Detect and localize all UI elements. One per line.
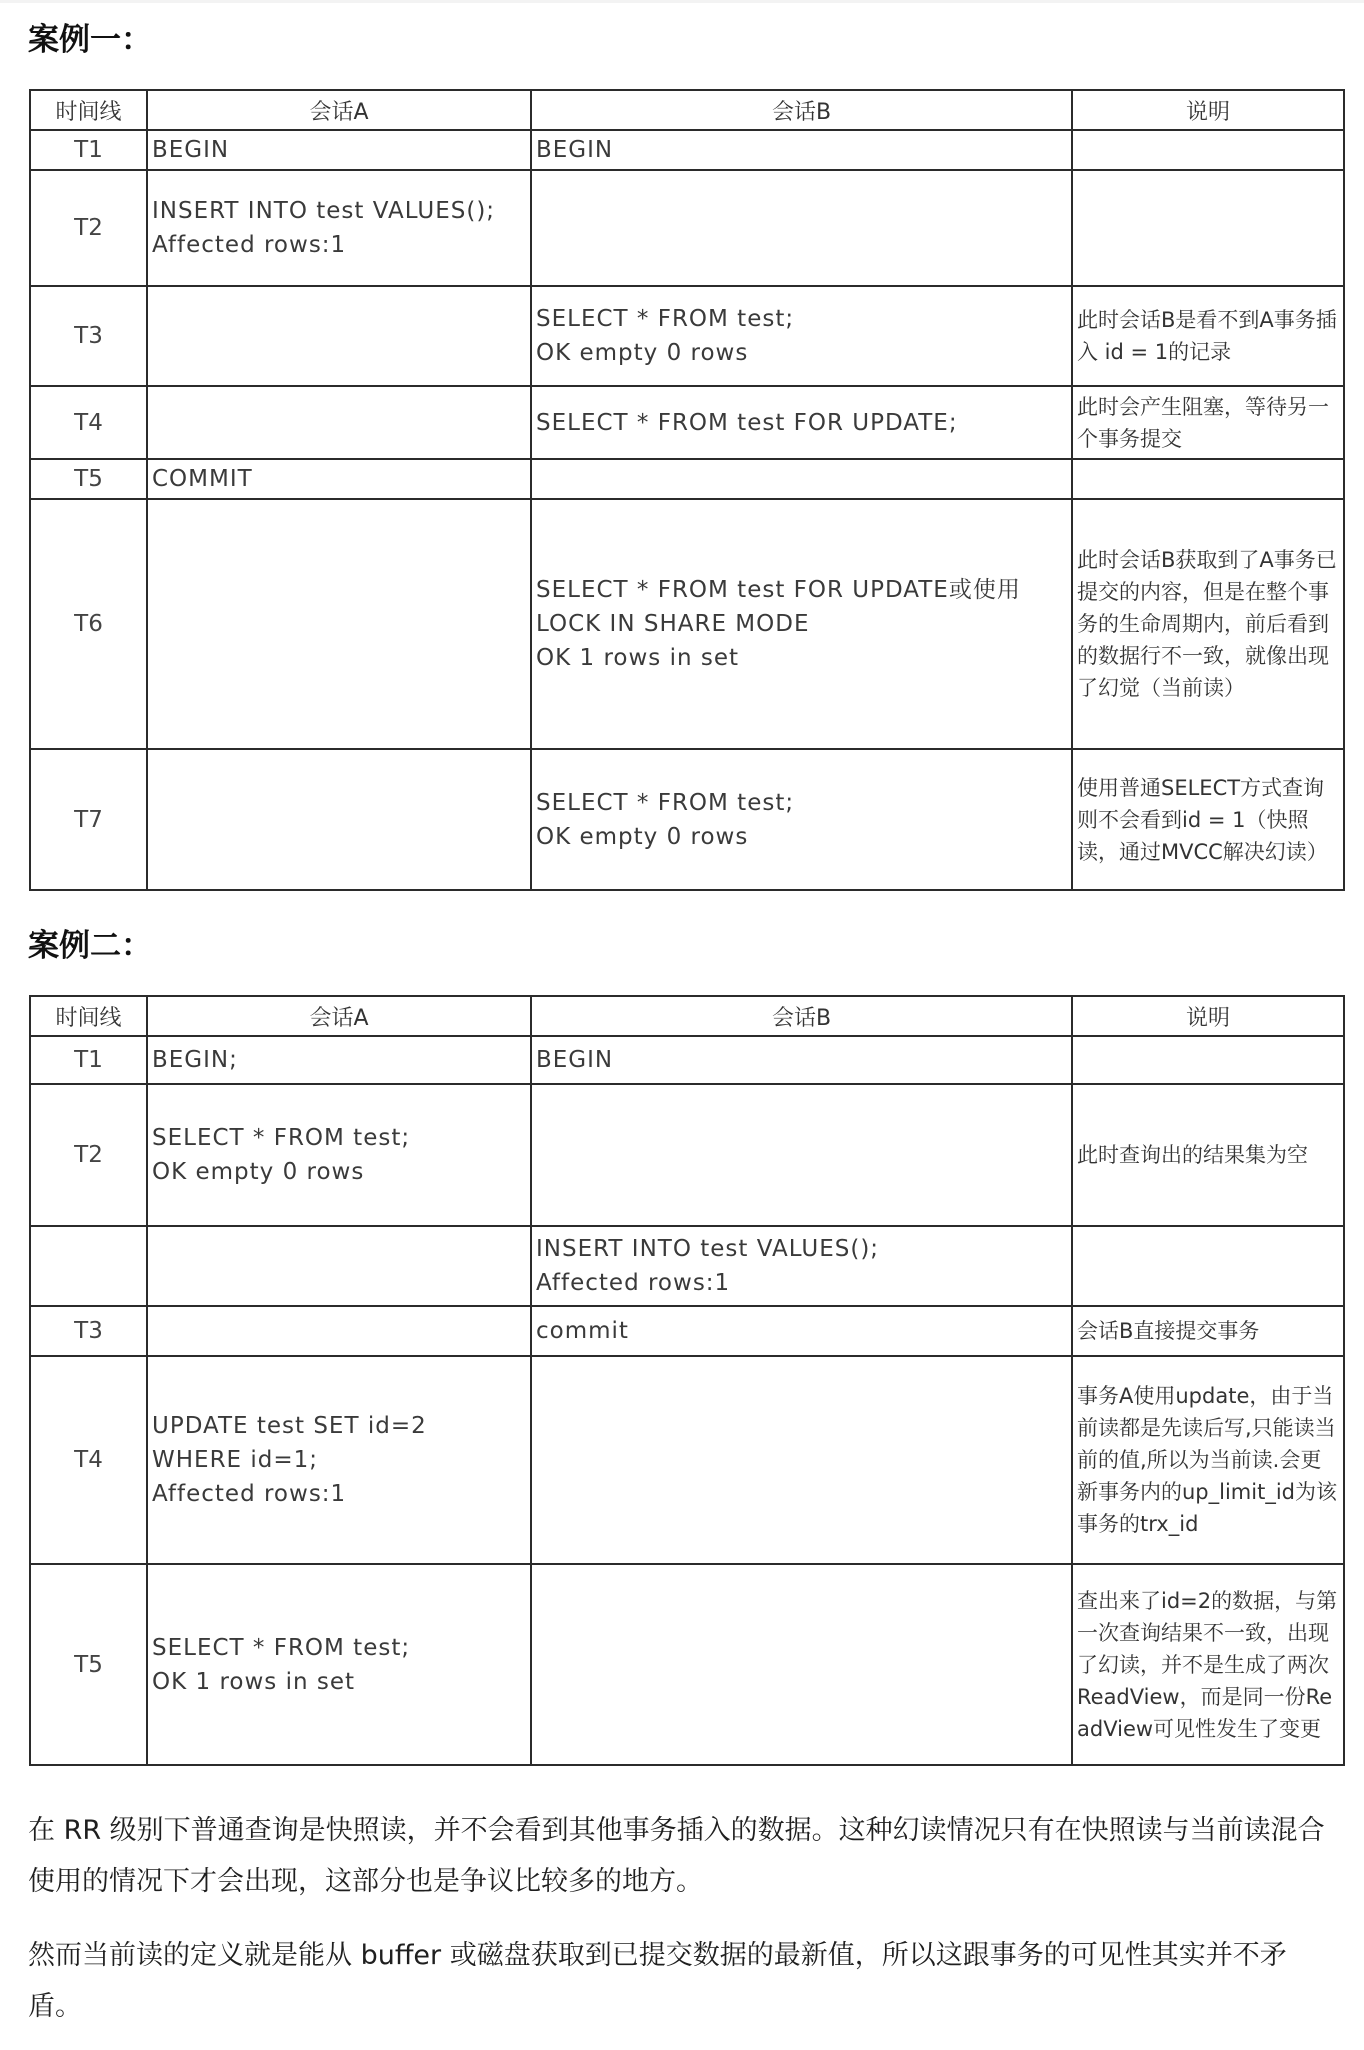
session-b-cell <box>531 1356 1072 1564</box>
time-cell: T4 <box>30 386 147 459</box>
note-cell <box>1072 1036 1344 1084</box>
note-cell: 查出来了id=2的数据，与第一次查询结果不一致，出现了幻读，并不是生成了两次ReadView，而是同一份ReadView可见性发生了变更 <box>1072 1564 1344 1765</box>
session-b-cell <box>531 459 1072 499</box>
session-a-cell <box>147 499 531 749</box>
header-timeline: 时间线 <box>30 996 147 1036</box>
session-a-cell: BEGIN <box>147 130 531 170</box>
session-b-cell <box>531 1564 1072 1765</box>
session-b-cell: BEGIN <box>531 1036 1072 1084</box>
case1-table <box>29 89 1345 891</box>
header-session-a: 会话A <box>147 996 531 1036</box>
session-a-cell: INSERT INTO test VALUES(); Affected rows:1 <box>147 170 531 286</box>
table-row <box>30 170 1344 286</box>
time-cell: T6 <box>30 499 147 749</box>
table-row <box>30 1084 1344 1226</box>
session-a-cell <box>147 1226 531 1306</box>
session-b-cell: SELECT * FROM test; OK empty 0 rows <box>531 749 1072 890</box>
session-b-cell: commit <box>531 1306 1072 1356</box>
time-cell: T1 <box>30 130 147 170</box>
note-cell <box>1072 130 1344 170</box>
note-cell: 会话B直接提交事务 <box>1072 1306 1344 1356</box>
time-cell: T5 <box>30 1564 147 1765</box>
table-row <box>30 459 1344 499</box>
paragraph-current-read-definition: 然而当前读的定义就是能从 buffer 或磁盘获取到已提交数据的最新值，所以这跟事务的可见性其实并不矛盾。 <box>28 1940 1287 2022</box>
session-b-cell: SELECT * FROM test FOR UPDATE或使用 LOCK IN SHARE MODE OK 1 rows in set <box>531 499 1072 749</box>
time-cell: T7 <box>30 749 147 890</box>
table-row <box>30 286 1344 386</box>
header-session-a: 会话A <box>147 90 531 130</box>
note-cell <box>1072 459 1344 499</box>
session-a-cell: SELECT * FROM test; OK empty 0 rows <box>147 1084 531 1226</box>
session-a-cell: SELECT * FROM test; OK 1 rows in set <box>147 1564 531 1765</box>
time-cell: T5 <box>30 459 147 499</box>
table-row <box>30 130 1344 170</box>
top-divider <box>0 0 1364 3</box>
time-cell: T2 <box>30 1084 147 1226</box>
table-row <box>30 1226 1344 1306</box>
session-a-cell <box>147 749 531 890</box>
table-row <box>30 1564 1344 1765</box>
note-cell: 此时会产生阻塞，等待另一个事务提交 <box>1072 386 1344 459</box>
time-cell <box>30 1226 147 1306</box>
note-cell: 使用普通SELECT方式查询则不会看到id = 1（快照读，通过MVCC解决幻读） <box>1072 749 1344 890</box>
session-b-cell: SELECT * FROM test FOR UPDATE; <box>531 386 1072 459</box>
session-b-cell: SELECT * FROM test; OK empty 0 rows <box>531 286 1072 386</box>
time-cell: T4 <box>30 1356 147 1564</box>
case2-table <box>29 995 1345 1766</box>
table-row <box>30 1306 1344 1356</box>
time-cell: T3 <box>30 286 147 386</box>
session-a-cell: BEGIN; <box>147 1036 531 1084</box>
note-cell <box>1072 1226 1344 1306</box>
session-a-cell: UPDATE test SET id=2 WHERE id=1; Affected rows:1 <box>147 1356 531 1564</box>
table-row <box>30 499 1344 749</box>
session-a-cell <box>147 386 531 459</box>
time-cell: T2 <box>30 170 147 286</box>
table-header-row <box>30 90 1344 130</box>
session-b-cell: BEGIN <box>531 130 1072 170</box>
note-cell <box>1072 170 1344 286</box>
header-session-b: 会话B <box>531 996 1072 1036</box>
session-a-cell <box>147 1306 531 1356</box>
case2-heading: 案例二： <box>28 928 152 964</box>
header-note: 说明 <box>1072 90 1344 130</box>
header-note: 说明 <box>1072 996 1344 1036</box>
session-a-cell <box>147 286 531 386</box>
table-row <box>30 1356 1344 1564</box>
session-b-cell <box>531 170 1072 286</box>
header-timeline: 时间线 <box>30 90 147 130</box>
session-a-cell: COMMIT <box>147 459 531 499</box>
session-b-cell: INSERT INTO test VALUES(); Affected rows:1 <box>531 1226 1072 1306</box>
note-cell: 事务A使用update，由于当前读都是先读后写,只能读当前的值,所以为当前读.会更新事务内的up_limit_id为该事务的trx_id <box>1072 1356 1344 1564</box>
table-row <box>30 386 1344 459</box>
table-row <box>30 749 1344 890</box>
note-cell: 此时会话B获取到了A事务已提交的内容，但是在整个事务的生命周期内，前后看到的数据行不一致，就像出现了幻觉（当前读） <box>1072 499 1344 749</box>
table-row <box>30 1036 1344 1084</box>
header-session-b: 会话B <box>531 90 1072 130</box>
case1-heading: 案例一： <box>28 22 152 58</box>
table-header-row <box>30 996 1344 1036</box>
time-cell: T1 <box>30 1036 147 1084</box>
session-b-cell <box>531 1084 1072 1226</box>
note-cell: 此时会话B是看不到A事务插入 id = 1的记录 <box>1072 286 1344 386</box>
time-cell: T3 <box>30 1306 147 1356</box>
paragraph-rr-snapshot-read: 在 RR 级别下普通查询是快照读，并不会看到其他事务插入的数据。这种幻读情况只有在快照读与当前读混合使用的情况下才会出现，这部分也是争议比较多的地方。 <box>28 1815 1325 1897</box>
note-cell: 此时查询出的结果集为空 <box>1072 1084 1344 1226</box>
